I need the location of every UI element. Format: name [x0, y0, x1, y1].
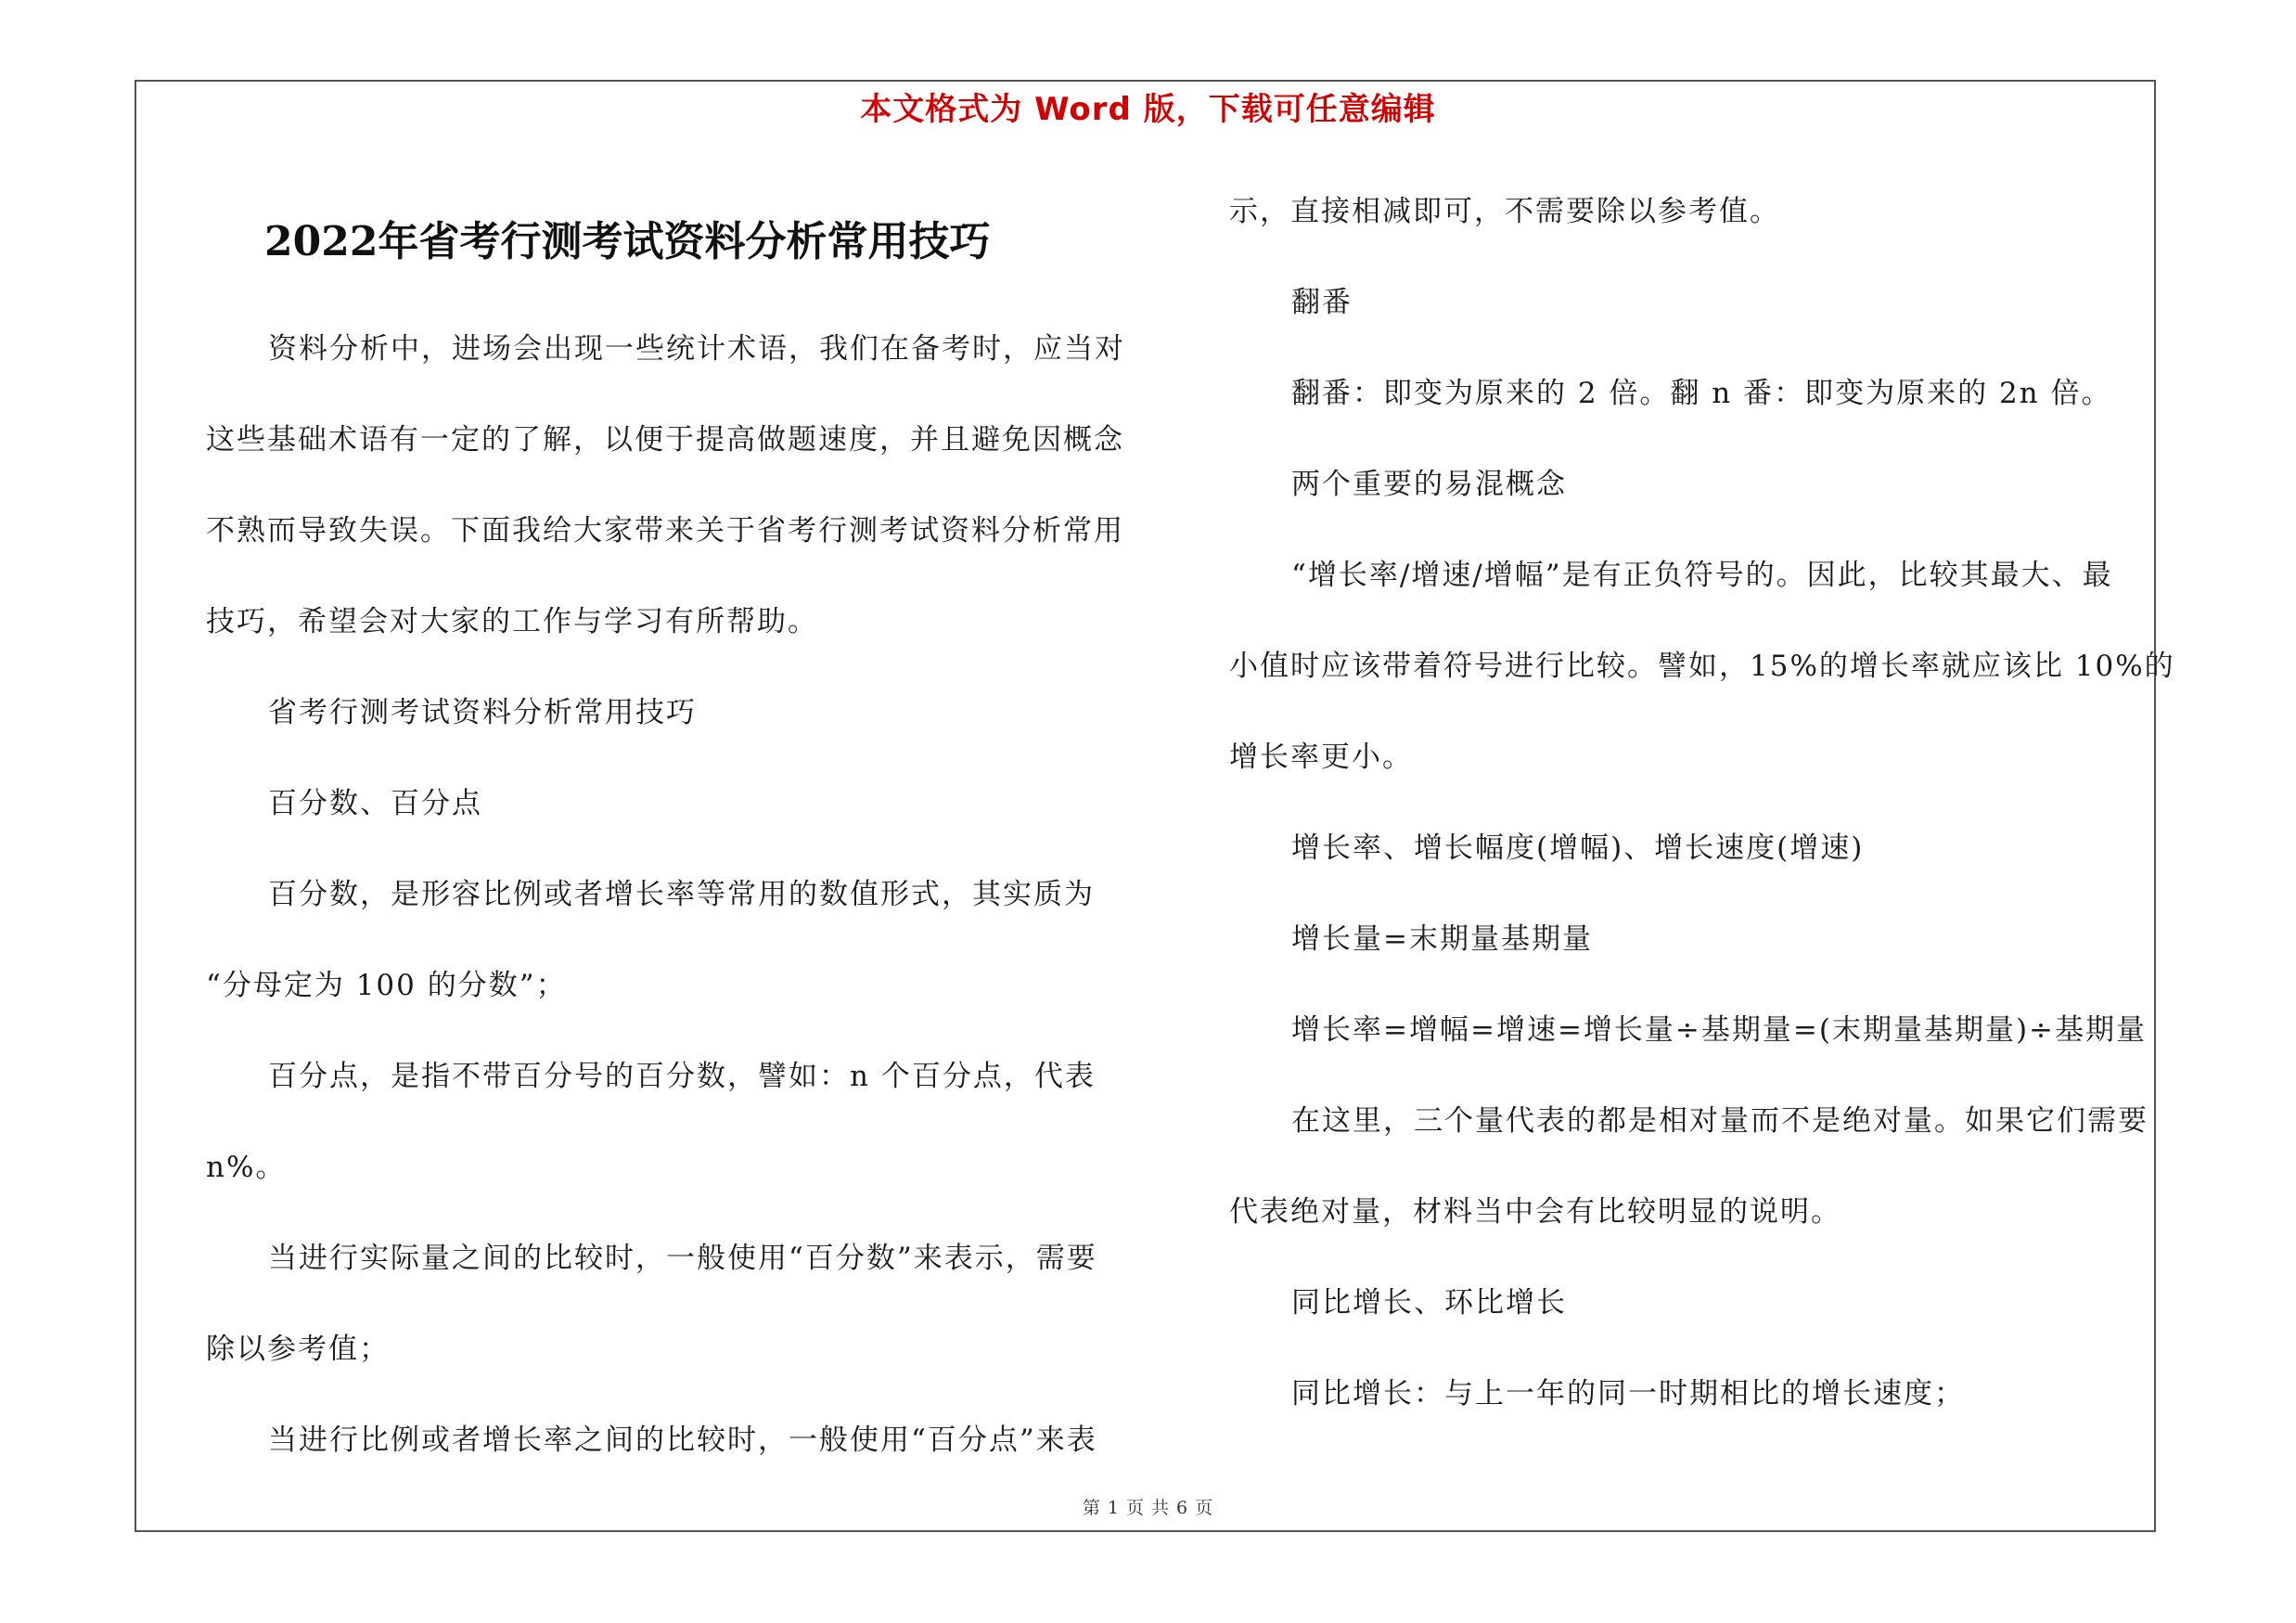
paragraph-line: 代表绝对量，材料当中会有比较明显的说明。: [1229, 1195, 1841, 1229]
paragraph-line: 除以参考值；: [206, 1333, 390, 1366]
paragraph-line: 增长率更小。: [1229, 741, 1413, 774]
paragraph-line: 百分数，是形容比例或者增长率等常用的数值形式，其实质为: [268, 878, 1095, 911]
paragraph-line: 在这里，三个量代表的都是相对量而不是绝对量。如果它们需要: [1291, 1104, 2148, 1138]
paragraph-line: 资料分析中，进场会出现一些统计术语，我们在备考时，应当对: [268, 332, 1125, 366]
paragraph-line: 百分点，是指不带百分号的百分数，譬如：n 个百分点，代表: [268, 1060, 1096, 1093]
paragraph-line: 技巧，希望会对大家的工作与学习有所帮助。: [206, 605, 818, 638]
paragraph-line: “分母定为 100 的分数”；: [206, 969, 567, 1002]
page-number-footer: 第 1 页 共 6 页: [1082, 1498, 1214, 1518]
document-title: 2022年省考行测考试资料分析常用技巧: [264, 218, 991, 265]
paragraph-line: 翻番：即变为原来的 2 倍。翻 n 番：即变为原来的 2n 倍。: [1291, 377, 2112, 410]
paragraph-line: n%。: [206, 1151, 287, 1184]
subsection-heading: 增长率、增长幅度(增幅)、增长速度(增速): [1291, 831, 1865, 865]
subsection-heading: 百分数、百分点: [268, 787, 482, 820]
subsection-heading: 同比增长、环比增长: [1291, 1286, 1567, 1320]
formula-line: 增长率=增幅=增速=增长量÷基期量=(末期量基期量)÷基期量: [1291, 1013, 2148, 1047]
editable-notice-banner: 本文格式为 Word 版，下载可任意编辑: [860, 91, 1436, 128]
subsection-heading: 翻番: [1291, 286, 1353, 319]
paragraph-line: 同比增长：与上一年的同一时期相比的增长速度；: [1291, 1377, 1965, 1410]
paragraph-line: 不熟而导致失误。下面我给大家带来关于省考行测考试资料分析常用: [206, 514, 1124, 547]
formula-line: 增长量=末期量基期量: [1291, 922, 1593, 956]
paragraph-line: 这些基础术语有一定的了解，以便于提高做题速度，并且避免因概念: [206, 423, 1124, 457]
paragraph-line: 示，直接相减即可，不需要除以参考值。: [1229, 195, 1780, 228]
section-heading: 省考行测考试资料分析常用技巧: [268, 696, 697, 729]
paragraph-line: “增长率/增速/增幅”是有正负符号的。因此，比较其最大、最: [1291, 559, 2113, 592]
paragraph-line: 当进行比例或者增长率之间的比较时，一般使用“百分点”来表: [268, 1423, 1097, 1457]
paragraph-line: 小值时应该带着符号进行比较。譬如，15%的增长率就应该比 10%的: [1229, 650, 2175, 683]
subsection-heading: 两个重要的易混概念: [1291, 468, 1567, 501]
paragraph-line: 当进行实际量之间的比较时，一般使用“百分数”来表示，需要: [268, 1242, 1097, 1275]
